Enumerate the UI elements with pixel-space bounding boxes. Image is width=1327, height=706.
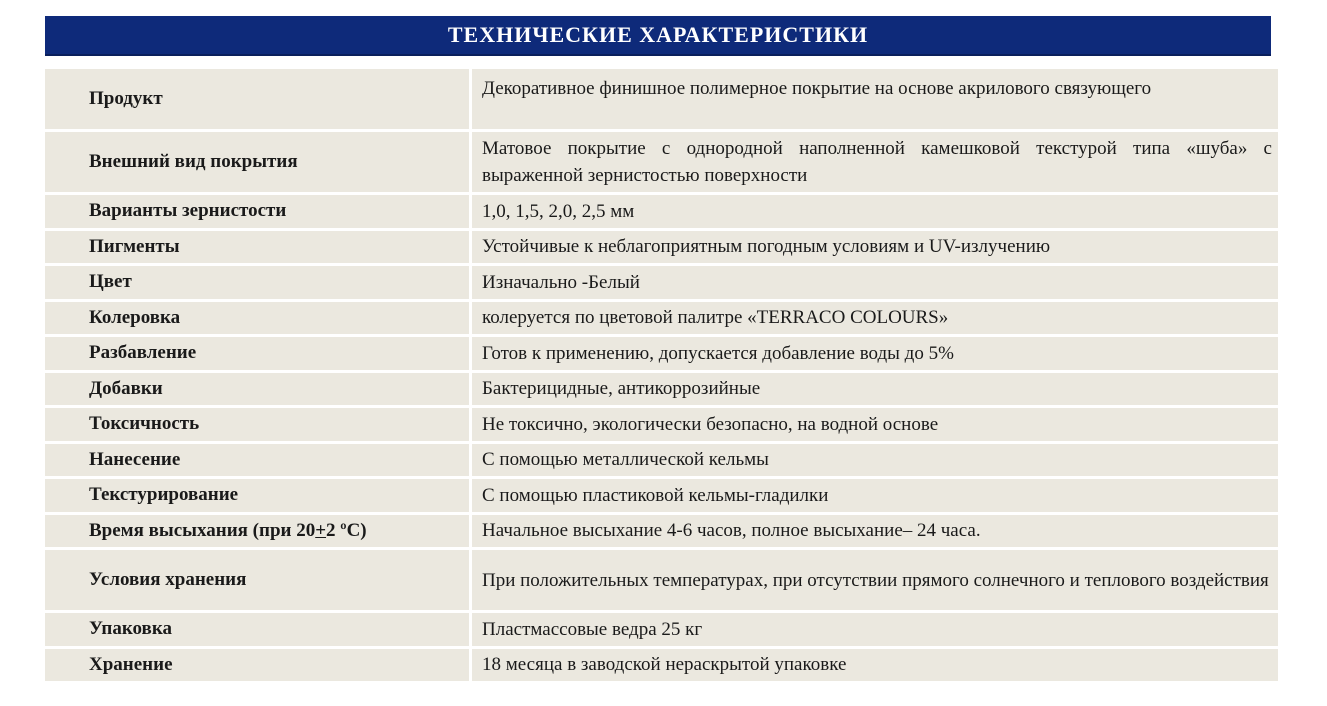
- spec-value-cell: [472, 613, 1278, 646]
- spec-name: Пигменты: [45, 231, 472, 264]
- spec-row-texturing: [45, 479, 1278, 515]
- page-title: ТЕХНИЧЕСКИЕ ХАРАКТЕРИСТИКИ: [447, 22, 869, 47]
- spec-value: 1,0, 1,5, 2,0, 2,5 мм: [482, 200, 635, 222]
- spec-name: Упаковка: [45, 613, 472, 646]
- spec-name: Текстурирование: [45, 479, 472, 512]
- header-bar: [45, 16, 1271, 56]
- spec-value-cell: [472, 69, 1278, 129]
- spec-name: Внешний вид покрытия: [45, 132, 472, 192]
- spec-value-cell: [472, 132, 1278, 192]
- spec-name: Нанесение: [45, 444, 472, 477]
- spec-table: [45, 69, 1278, 684]
- spec-value-cell: [472, 408, 1278, 441]
- spec-name: Токсичность: [45, 408, 472, 441]
- spec-value: При положительных температурах, при отсутствии прямого солнечного и теплового воздействия: [482, 569, 1269, 591]
- spec-row-application: [45, 444, 1278, 480]
- spec-row-product: [45, 69, 1278, 132]
- spec-value-cell: [472, 337, 1278, 370]
- spec-value: Матовое покрытие с однородной наполненной камешковой текстурой типа «шуба» с выраженной зернистостью поверхности: [482, 138, 1272, 186]
- spec-value-cell: [472, 649, 1278, 682]
- spec-name-prefix: Время высыхания (при 20: [89, 519, 316, 541]
- spec-name: Цвет: [45, 266, 472, 299]
- spec-value: колеруется по цветовой палитре «TERRACO COLOURS»: [482, 307, 949, 329]
- spec-value: Изначально -Белый: [482, 271, 640, 293]
- spec-name: Варианты зернистости: [45, 195, 472, 228]
- spec-value: Устойчивые к неблагоприятным погодным условиям и UV-излучению: [482, 236, 1051, 258]
- spec-value-cell: [472, 479, 1278, 512]
- spec-row-packaging: [45, 613, 1278, 649]
- spec-row-tinting: [45, 302, 1278, 338]
- spec-row-storage-conditions: [45, 550, 1278, 613]
- spec-name-suffix: 2 ºС): [326, 519, 367, 541]
- spec-row-dilution: [45, 337, 1278, 373]
- spec-row-toxicity: [45, 408, 1278, 444]
- spec-row-drying-time: [45, 515, 1278, 551]
- spec-name: Колеровка: [45, 302, 472, 335]
- plus-minus-sign: +: [315, 519, 327, 541]
- spec-name: Хранение: [45, 649, 472, 682]
- spec-name: Добавки: [45, 373, 472, 406]
- spec-value-cell: [472, 550, 1278, 610]
- spec-value: Не токсично, экологически безопасно, на водной основе: [482, 413, 939, 435]
- spec-value: 18 месяца в заводской нераскрытой упаковке: [482, 654, 847, 676]
- spec-value: Пластмассовые ведра 25 кг: [482, 618, 703, 640]
- spec-name: Разбавление: [45, 337, 472, 370]
- spec-value-cell: [472, 515, 1278, 548]
- spec-row-pigments: [45, 231, 1278, 267]
- spec-value: С помощью пластиковой кельмы-гладилки: [482, 484, 829, 506]
- spec-row-color: [45, 266, 1278, 302]
- spec-value: Декоративное финишное полимерное покрытие на основе акрилового связующего: [482, 78, 1152, 99]
- spec-name: Условия хранения: [45, 550, 472, 610]
- spec-row-shelf-life: [45, 649, 1278, 685]
- spec-value: С помощью металлической кельмы: [482, 449, 769, 471]
- spec-value-cell: [472, 444, 1278, 477]
- spec-name: [45, 515, 472, 548]
- spec-value-cell: [472, 266, 1278, 299]
- spec-value: Готов к применению, допускается добавление воды до 5%: [482, 342, 954, 364]
- spec-value-cell: [472, 195, 1278, 228]
- spec-value: Бактерицидные, антикоррозийные: [482, 378, 761, 400]
- spec-name: Продукт: [45, 69, 472, 129]
- spec-row-additives: [45, 373, 1278, 409]
- spec-row-appearance: [45, 132, 1278, 195]
- spec-value-cell: [472, 231, 1278, 264]
- spec-value: Начальное высыхание 4-6 часов, полное высыхание– 24 часа.: [482, 520, 981, 542]
- spec-value-cell: [472, 373, 1278, 406]
- spec-value-cell: [472, 302, 1278, 335]
- spec-row-grain: [45, 195, 1278, 231]
